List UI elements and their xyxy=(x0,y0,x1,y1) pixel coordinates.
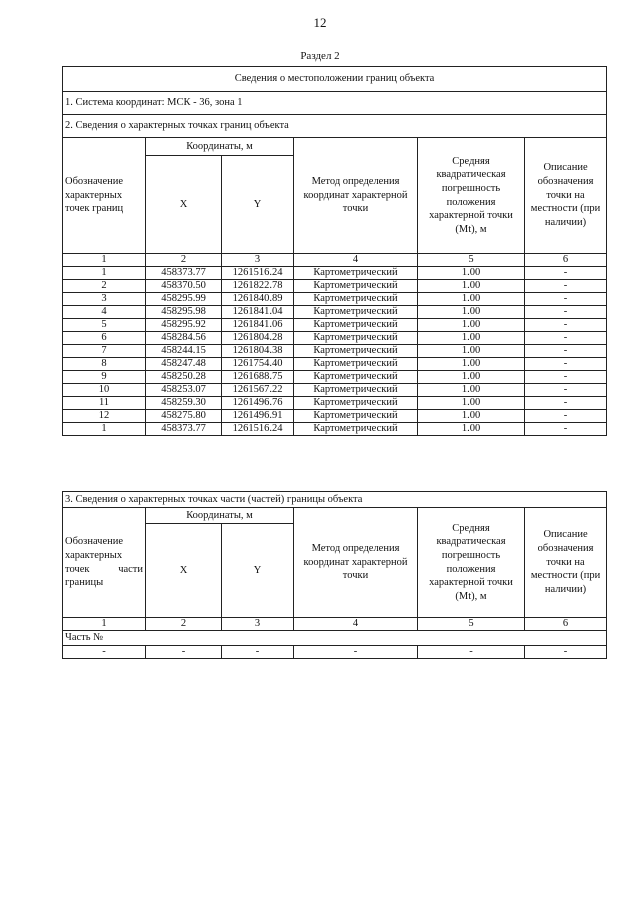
part-column-numbers-row xyxy=(63,618,607,631)
table-cell: - xyxy=(525,384,607,397)
col-number: 4 xyxy=(294,254,418,267)
part-subtitle: 3. Сведения о характерных точках части (частей) границы объекта xyxy=(63,492,607,508)
table-cell: Картометрический xyxy=(294,319,418,332)
coordinate-system-row xyxy=(63,92,607,115)
table-cell: - xyxy=(525,358,607,371)
table-cell: 1.00 xyxy=(418,371,525,384)
part-header-description: Описание обозначения точки на местности (при наличии) xyxy=(525,508,607,618)
header-y: Y xyxy=(222,156,294,254)
table-cell: 1 xyxy=(63,423,146,436)
table-row xyxy=(63,345,607,358)
part-header-error: Средняя квадратическая погрешность положения характерной точки (Mt), м xyxy=(418,508,525,618)
table-cell: 458373.77 xyxy=(146,267,222,280)
table-cell: - xyxy=(525,410,607,423)
table-cell: 1 xyxy=(63,267,146,280)
part-label-row xyxy=(63,631,607,646)
boundary-points-table xyxy=(62,66,607,436)
table-cell: 1.00 xyxy=(418,423,525,436)
page-number: 12 xyxy=(313,15,327,30)
table-cell: 458250.28 xyxy=(146,371,222,384)
table-cell: - xyxy=(525,332,607,345)
table-cell: 12 xyxy=(63,410,146,423)
table-row xyxy=(63,293,607,306)
table-cell: 11 xyxy=(63,397,146,410)
table-cell: Картометрический xyxy=(294,332,418,345)
table-cell: Картометрический xyxy=(294,423,418,436)
table-title: Сведения о местоположении границ объекта xyxy=(63,67,607,92)
table-cell: 1261688.75 xyxy=(222,371,294,384)
table-cell: 458275.80 xyxy=(146,410,222,423)
table-cell: - xyxy=(63,645,146,658)
table-cell: 458244.15 xyxy=(146,345,222,358)
table-cell: 1261841.06 xyxy=(222,319,294,332)
table-cell: 1261516.24 xyxy=(222,423,294,436)
col-number: 2 xyxy=(146,254,222,267)
table-cell: - xyxy=(418,645,525,658)
table-cell: 6 xyxy=(63,332,146,345)
table-cell: 458259.30 xyxy=(146,397,222,410)
table-cell: Картометрический xyxy=(294,384,418,397)
table-cell: - xyxy=(525,423,607,436)
col-number: 6 xyxy=(525,254,607,267)
table-cell: 3 xyxy=(63,293,146,306)
table-cell: Картометрический xyxy=(294,280,418,293)
part-subtitle-row xyxy=(63,492,607,508)
table-cell: 1.00 xyxy=(418,397,525,410)
table-cell: 458295.98 xyxy=(146,306,222,319)
table-cell: 1261496.91 xyxy=(222,410,294,423)
table-cell: - xyxy=(146,645,222,658)
table-cell: - xyxy=(525,371,607,384)
table-cell: Картометрический xyxy=(294,293,418,306)
table-cell: 1.00 xyxy=(418,267,525,280)
table-cell: - xyxy=(525,319,607,332)
col-number: 5 xyxy=(418,254,525,267)
table-cell: 1.00 xyxy=(418,280,525,293)
table-cell: Картометрический xyxy=(294,306,418,319)
table-cell: 1261567.22 xyxy=(222,384,294,397)
table-cell: 1261804.38 xyxy=(222,345,294,358)
table-cell: 1.00 xyxy=(418,332,525,345)
col-number: 5 xyxy=(418,618,525,631)
table-cell: 10 xyxy=(63,384,146,397)
header-error: Средняя квадратическая погрешность положения характерной точки (Mt), м xyxy=(418,138,525,254)
table-cell: 458253.07 xyxy=(146,384,222,397)
part-header-coords: Координаты, м xyxy=(146,508,294,524)
points-subtitle: 2. Сведения о характерных точках границ объекта xyxy=(63,115,607,138)
part-label: Часть № xyxy=(63,631,607,646)
table-row xyxy=(63,423,607,436)
table-row xyxy=(63,397,607,410)
table-cell: 458295.99 xyxy=(146,293,222,306)
col-number: 3 xyxy=(222,618,294,631)
part-points-table xyxy=(62,491,607,659)
table-cell: - xyxy=(525,345,607,358)
table-cell: Картометрический xyxy=(294,410,418,423)
table-cell: Картометрический xyxy=(294,397,418,410)
table-cell: - xyxy=(222,645,294,658)
table-title-row xyxy=(63,67,607,92)
header-description: Описание обозначения точки на местности (при наличии) xyxy=(525,138,607,254)
table-cell: 458373.77 xyxy=(146,423,222,436)
part-header-method: Метод определения координат характерной точки xyxy=(294,508,418,618)
table-cell: 1261804.28 xyxy=(222,332,294,345)
table-row xyxy=(63,332,607,345)
table-row xyxy=(63,280,607,293)
table-cell: 7 xyxy=(63,345,146,358)
header-coords: Координаты, м xyxy=(146,138,294,156)
header-x: X xyxy=(146,156,222,254)
part-header-x: X xyxy=(146,524,222,618)
table-cell: 1.00 xyxy=(418,293,525,306)
table-cell: 1.00 xyxy=(418,358,525,371)
col-number: 6 xyxy=(525,618,607,631)
table-cell: 1261496.76 xyxy=(222,397,294,410)
table-cell: 1261840.89 xyxy=(222,293,294,306)
table-row xyxy=(63,319,607,332)
col-number: 1 xyxy=(63,618,146,631)
table-cell: 9 xyxy=(63,371,146,384)
table-cell: Картометрический xyxy=(294,358,418,371)
table-row xyxy=(63,358,607,371)
table-cell: 1261516.24 xyxy=(222,267,294,280)
table-cell: - xyxy=(525,267,607,280)
table-cell: 1261754.40 xyxy=(222,358,294,371)
col-number: 3 xyxy=(222,254,294,267)
table-cell: 1.00 xyxy=(418,306,525,319)
table-row xyxy=(63,410,607,423)
part-header-y: Y xyxy=(222,524,294,618)
table-cell: - xyxy=(294,645,418,658)
table-cell: 1261822.78 xyxy=(222,280,294,293)
table-cell: 1.00 xyxy=(418,345,525,358)
col-number: 1 xyxy=(63,254,146,267)
table-cell: 458247.48 xyxy=(146,358,222,371)
column-numbers-row xyxy=(63,254,607,267)
table-cell: 458370.50 xyxy=(146,280,222,293)
table-cell: - xyxy=(525,293,607,306)
table-row xyxy=(63,371,607,384)
table-cell: 2 xyxy=(63,280,146,293)
table-cell: Картометрический xyxy=(294,267,418,280)
table-cell: 458295.92 xyxy=(146,319,222,332)
table-cell: 4 xyxy=(63,306,146,319)
table-cell: 5 xyxy=(63,319,146,332)
table-row xyxy=(63,645,607,658)
table-cell: 1.00 xyxy=(418,319,525,332)
section-title: Раздел 2 xyxy=(300,50,340,62)
col-number: 4 xyxy=(294,618,418,631)
part-header-point: Обозначение характерных точек части границы xyxy=(63,508,146,618)
col-number: 2 xyxy=(146,618,222,631)
table-cell: - xyxy=(525,280,607,293)
table-cell: 8 xyxy=(63,358,146,371)
points-subtitle-row xyxy=(63,115,607,138)
part-header-row xyxy=(63,508,607,524)
table-cell: Картометрический xyxy=(294,345,418,358)
table-cell: - xyxy=(525,306,607,319)
table-cell: 1.00 xyxy=(418,384,525,397)
table-row xyxy=(63,306,607,319)
coordinate-system: 1. Система координат: МСК - 36, зона 1 xyxy=(63,92,607,115)
header-row xyxy=(63,138,607,156)
table-cell: 458284.56 xyxy=(146,332,222,345)
table-cell: 1261841.04 xyxy=(222,306,294,319)
table-cell: Картометрический xyxy=(294,371,418,384)
table-row xyxy=(63,384,607,397)
table-cell: - xyxy=(525,397,607,410)
table-cell: 1.00 xyxy=(418,410,525,423)
header-method: Метод определения координат характерной точки xyxy=(294,138,418,254)
table-cell: - xyxy=(525,645,607,658)
header-point: Обозначение характерных точек границ xyxy=(63,138,146,254)
table-row xyxy=(63,267,607,280)
